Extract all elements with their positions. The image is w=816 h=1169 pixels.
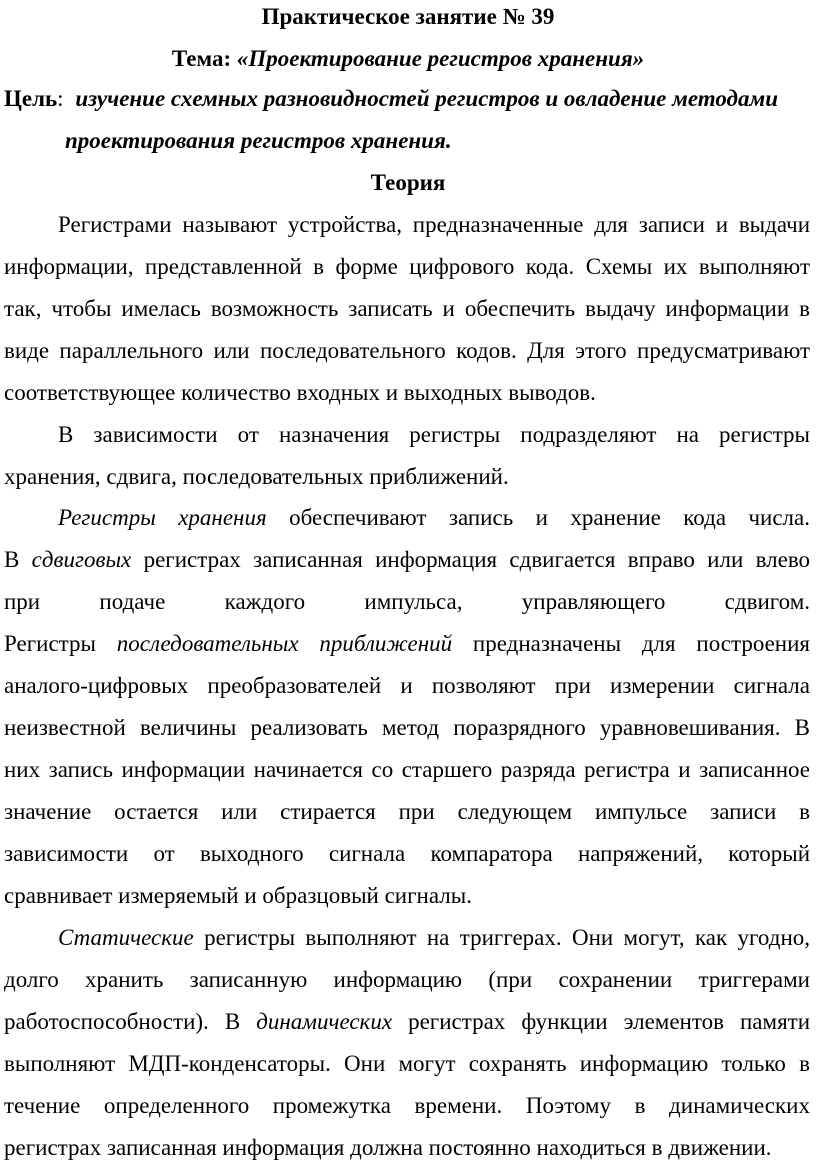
- section-heading: Теория: [370, 170, 446, 195]
- goal-label: Цель: [4, 86, 58, 111]
- paragraph-line: Регистрами называют устройства, предназначенные для записи и выдачи: [58, 212, 810, 237]
- topic-label: Тема:: [171, 46, 232, 71]
- paragraph-line: [4, 545, 810, 575]
- paragraph-line: зависимости от выходного сигнала компаратора напряжений, который: [4, 841, 810, 866]
- paragraph-line: сравнивает измеряемый и образцовый сигналы.: [4, 883, 472, 908]
- text-span: регистрах записанная информация сдвигается вправо или влево: [143, 547, 811, 572]
- paragraph-line: информации, представленной в форме цифрового кода. Схемы их выполняют: [4, 254, 810, 279]
- paragraph-line: хранения, сдвига, последовательных приближений.: [4, 464, 509, 489]
- text-span: обеспечивают запись и хранение кода числа.: [289, 505, 810, 530]
- term-static: Статические: [58, 925, 194, 950]
- term-shift-registers: сдвиговых: [31, 547, 132, 572]
- goal-colon: :: [57, 86, 64, 111]
- paragraph-line: долго хранить записанную информацию (при сохранении триггерами: [4, 967, 810, 992]
- paragraph-line: при подаче каждого импульса, управляющего сдвигом.: [4, 589, 810, 614]
- term-dynamic: динамических: [256, 1009, 393, 1034]
- paragraph-line: так, чтобы имелась возможность записать и обеспечить выдачу информации в: [4, 296, 810, 321]
- text-span: работоспособности). В: [4, 1009, 241, 1034]
- paragraph-line: [58, 503, 810, 533]
- paragraph-line: течение определенного промежутка времени. Поэтому в динамических: [4, 1093, 810, 1118]
- paragraph-line: аналого-цифровых преобразователей и позволяют при измерении сигнала: [4, 673, 810, 698]
- text-span: Регистры: [4, 631, 96, 656]
- paragraph-line: [4, 1007, 810, 1037]
- text-span: В: [4, 547, 20, 572]
- paragraph-line: неизвестной величины реализовать метод поразрядного уравновешивания. В: [4, 715, 810, 740]
- text-span: регистры выполняют на триггерах. Они могут, как угодно,: [204, 925, 810, 950]
- paragraph-line: соответствующее количество входных и выходных выводов.: [4, 380, 596, 405]
- topic-line: [0, 44, 816, 74]
- goal-text-1: изучение схемных разновидностей регистров и овладение методами: [75, 86, 779, 111]
- paragraph-line: [4, 629, 810, 659]
- paragraph-line: значение остается или стирается при следующем импульсе записи в: [4, 799, 810, 824]
- paragraph-line: регистрах записанная информация должна постоянно находиться в движении.: [4, 1135, 772, 1160]
- paragraph-line: них запись информации начинается со старшего разряда регистра и записанное: [4, 757, 810, 782]
- goal-text-2: проектирования регистров хранения.: [65, 128, 452, 153]
- text-span: предназначены для построения: [472, 631, 811, 656]
- term-successive-approximation: последовательных приближений: [116, 631, 453, 656]
- paragraph-line: [58, 923, 810, 953]
- paragraph-line: В зависимости от назначения регистры подразделяют на регистры: [58, 422, 810, 447]
- goal-line-1: [4, 84, 812, 114]
- paragraph-line: виде параллельного или последовательного кодов. Для этого предусматривают: [4, 338, 810, 363]
- page-title: Практическое занятие № 39: [261, 4, 555, 29]
- text-span: регистрах функции элементов памяти: [408, 1009, 811, 1034]
- topic-value: «Проектирование регистров хранения»: [236, 46, 645, 71]
- term-storage-registers: Регистры хранения: [58, 505, 267, 530]
- paragraph-line: выполняют МДП-конденсаторы. Они могут сохранять информацию только в: [4, 1051, 810, 1076]
